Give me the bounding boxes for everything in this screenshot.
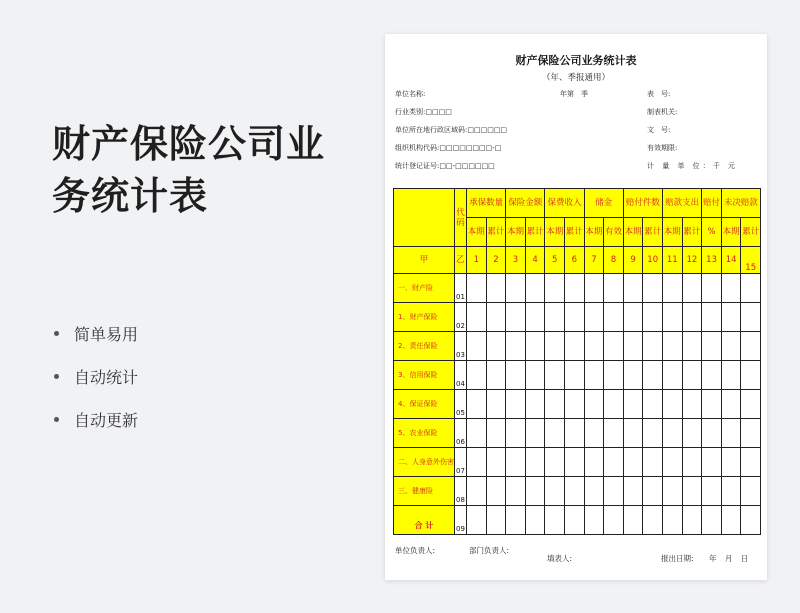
data-cell[interactable] [741, 361, 761, 390]
table-row [394, 506, 781, 535]
table-row [394, 419, 781, 448]
data-cell[interactable] [702, 419, 722, 448]
data-cell[interactable] [682, 332, 702, 361]
data-cell[interactable] [467, 274, 487, 303]
row-code: 05 [455, 390, 467, 419]
row-code: 01 [455, 274, 467, 303]
col-number: 14 [721, 247, 741, 274]
data-cell[interactable] [741, 332, 761, 361]
bullet-icon [54, 331, 59, 336]
data-cell[interactable] [545, 419, 565, 448]
data-cell[interactable] [741, 448, 761, 477]
data-cell[interactable] [721, 390, 741, 419]
data-cell[interactable] [545, 274, 565, 303]
data-cell[interactable] [506, 303, 526, 332]
data-cell[interactable] [741, 390, 761, 419]
header-group: 承保数量 [467, 189, 506, 218]
bullet-icon [54, 417, 59, 422]
data-cell[interactable] [545, 506, 565, 535]
meta-doc-no: 文 号: [647, 126, 671, 134]
meta-industry: 行业类别:□□□□ [395, 108, 452, 116]
data-cell[interactable] [721, 477, 741, 506]
data-cell[interactable] [721, 303, 741, 332]
header-group: 未决赔款 [721, 189, 760, 218]
data-cell[interactable] [702, 448, 722, 477]
data-cell[interactable] [702, 274, 722, 303]
data-cell[interactable] [623, 477, 643, 506]
data-cell[interactable] [486, 332, 506, 361]
meta-org-code: 组织机构代码:□□□□□□□□-□ [395, 144, 502, 152]
data-cell[interactable] [604, 390, 624, 419]
data-cell[interactable] [702, 361, 722, 390]
data-cell[interactable] [604, 448, 624, 477]
row-code: 07 [455, 448, 467, 477]
meta-valid: 有效期限: [647, 144, 678, 152]
data-cell[interactable] [584, 390, 604, 419]
data-cell[interactable] [623, 506, 643, 535]
sub-header: 本期 [545, 218, 565, 247]
data-cell[interactable] [623, 274, 643, 303]
meta-unit-name: 单位名称: [395, 90, 426, 98]
row-label: 3、信用保险 [394, 361, 455, 390]
header-group: 赔款支出 [663, 189, 702, 218]
sub-header: 本期 [623, 218, 643, 247]
table-row [394, 303, 781, 332]
data-cell[interactable] [721, 361, 741, 390]
data-cell[interactable] [506, 332, 526, 361]
data-cell[interactable] [486, 477, 506, 506]
data-cell[interactable] [565, 390, 585, 419]
meta-table-no: 表 号: [647, 90, 671, 98]
table-row [394, 274, 781, 303]
meta-region: 单位所在地行政区域码:□□□□□□ [395, 126, 508, 134]
doc-title: 财产保险公司业务统计表 [515, 54, 637, 67]
data-cell[interactable] [721, 448, 741, 477]
data-cell[interactable] [486, 361, 506, 390]
feature-item [54, 398, 138, 441]
data-cell[interactable] [506, 448, 526, 477]
row-code: 02 [455, 303, 467, 332]
sub-header: 本期 [506, 218, 526, 247]
data-cell[interactable] [545, 448, 565, 477]
data-cell[interactable] [604, 419, 624, 448]
data-cell[interactable] [643, 477, 663, 506]
col-number: 11 [663, 247, 683, 274]
col-number: 10 [643, 247, 663, 274]
col-number: 6 [565, 247, 585, 274]
data-cell[interactable] [663, 448, 683, 477]
data-cell[interactable] [643, 390, 663, 419]
data-cell[interactable] [623, 361, 643, 390]
sub-header: 累计 [486, 218, 506, 247]
sub-header: 累计 [682, 218, 702, 247]
footer-date-format: 年 月 日 [709, 554, 752, 563]
row-code: 09 [455, 506, 467, 535]
data-cell[interactable] [506, 419, 526, 448]
code-header: 代码 [455, 189, 467, 247]
sub-header: 本期 [467, 218, 487, 247]
data-cell[interactable] [467, 419, 487, 448]
sub-header: 累计 [565, 218, 585, 247]
table-row [394, 448, 781, 477]
data-cell[interactable] [545, 477, 565, 506]
data-cell[interactable] [682, 303, 702, 332]
data-cell[interactable] [584, 332, 604, 361]
data-cell[interactable] [663, 303, 683, 332]
feature-list [54, 312, 138, 441]
data-cell[interactable] [702, 477, 722, 506]
data-cell[interactable] [623, 390, 643, 419]
feature-item [54, 312, 138, 355]
data-cell[interactable] [584, 274, 604, 303]
data-cell[interactable] [565, 419, 585, 448]
data-cell[interactable] [565, 303, 585, 332]
data-cell[interactable] [663, 419, 683, 448]
data-cell[interactable] [604, 506, 624, 535]
row-label: 合 计 [394, 506, 455, 535]
col-number: 7 [584, 247, 604, 274]
data-cell[interactable] [486, 506, 506, 535]
data-cell[interactable] [721, 332, 741, 361]
meta-year-quarter: 年第 季 [560, 90, 588, 98]
col-number: 3 [506, 247, 526, 274]
data-cell[interactable] [525, 361, 545, 390]
footer-filler: 填表人: [547, 554, 573, 563]
row-code: 04 [455, 361, 467, 390]
data-cell[interactable] [682, 361, 702, 390]
data-cell[interactable] [506, 390, 526, 419]
col-number: 1 [467, 247, 487, 274]
header-group: 保险金额 [506, 189, 545, 218]
sub-header: % [702, 218, 722, 247]
data-cell[interactable] [525, 506, 545, 535]
data-cell[interactable] [467, 506, 487, 535]
data-cell[interactable] [721, 506, 741, 535]
data-cell[interactable] [525, 419, 545, 448]
document-preview [385, 34, 767, 580]
data-cell[interactable] [486, 303, 506, 332]
data-cell[interactable] [663, 390, 683, 419]
data-cell[interactable] [525, 390, 545, 419]
data-cell[interactable] [663, 274, 683, 303]
data-cell[interactable] [721, 419, 741, 448]
data-cell[interactable] [604, 274, 624, 303]
sub-header: 累计 [643, 218, 663, 247]
sub-header: 有效 [604, 218, 624, 247]
row-label: 一、财产险 [394, 274, 455, 303]
promo-title: 财产保险公司业务统计表 [52, 122, 326, 218]
header-group: 保费收入 [545, 189, 584, 218]
col-number: 9 [623, 247, 643, 274]
data-cell[interactable] [506, 274, 526, 303]
data-cell[interactable] [584, 361, 604, 390]
meta-stat-reg: 统计登记证号:□□-□□□□□□ [395, 162, 495, 170]
data-cell[interactable] [545, 390, 565, 419]
data-cell[interactable] [565, 506, 585, 535]
data-cell[interactable] [604, 477, 624, 506]
data-cell[interactable] [663, 506, 683, 535]
data-cell[interactable] [643, 274, 663, 303]
col-number: 4 [525, 247, 545, 274]
data-cell[interactable] [682, 274, 702, 303]
row-label: 三、健康险 [394, 477, 455, 506]
data-cell[interactable] [604, 361, 624, 390]
footer-report-date: 报出日期: [661, 554, 694, 563]
sub-header: 本期 [584, 218, 604, 247]
data-cell[interactable] [584, 477, 604, 506]
row-code: 03 [455, 332, 467, 361]
data-cell[interactable] [682, 477, 702, 506]
col-number: 2 [486, 247, 506, 274]
sub-header: 累计 [525, 218, 545, 247]
data-cell[interactable] [486, 274, 506, 303]
sub-header: 本期 [663, 218, 683, 247]
data-cell[interactable] [702, 332, 722, 361]
data-cell[interactable] [467, 361, 487, 390]
yi-cell: 乙 [455, 247, 467, 274]
data-cell[interactable] [467, 332, 487, 361]
data-cell[interactable] [584, 419, 604, 448]
data-cell[interactable] [486, 448, 506, 477]
data-cell[interactable] [467, 390, 487, 419]
feature-label: 自动更新 [74, 411, 139, 430]
meta-issuer: 制表机关: [647, 108, 678, 116]
data-cell[interactable] [565, 361, 585, 390]
sub-header: 本期 [721, 218, 741, 247]
data-cell[interactable] [604, 332, 624, 361]
data-cell[interactable] [486, 419, 506, 448]
data-cell[interactable] [663, 477, 683, 506]
data-cell[interactable] [702, 303, 722, 332]
data-cell[interactable] [663, 361, 683, 390]
data-cell[interactable] [623, 332, 643, 361]
corner-cell [394, 189, 455, 247]
col-number: 12 [682, 247, 702, 274]
data-cell[interactable] [604, 303, 624, 332]
stats-table [393, 188, 781, 535]
data-cell[interactable] [643, 506, 663, 535]
data-cell[interactable] [565, 274, 585, 303]
data-cell[interactable] [643, 303, 663, 332]
meta-unit-measure: 计 量 单 位：千 元 [647, 162, 738, 170]
data-cell[interactable] [643, 332, 663, 361]
feature-label: 自动统计 [74, 368, 139, 387]
data-cell[interactable] [682, 390, 702, 419]
col-number: 15 [741, 247, 761, 274]
jia-cell: 甲 [394, 247, 455, 274]
data-cell[interactable] [525, 332, 545, 361]
data-cell[interactable] [643, 448, 663, 477]
data-cell[interactable] [545, 361, 565, 390]
data-cell[interactable] [467, 303, 487, 332]
data-cell[interactable] [545, 332, 565, 361]
feature-item [54, 355, 138, 398]
data-cell[interactable] [506, 477, 526, 506]
data-cell[interactable] [565, 477, 585, 506]
footer-dept-head: 部门负责人: [469, 546, 510, 555]
col-number: 5 [545, 247, 565, 274]
row-label: 2、责任保险 [394, 332, 455, 361]
row-label: 5、农业保险 [394, 419, 455, 448]
col-number: 8 [604, 247, 624, 274]
data-cell[interactable] [467, 477, 487, 506]
table-row [394, 361, 781, 390]
data-cell[interactable] [525, 274, 545, 303]
bullet-icon [54, 374, 59, 379]
doc-subtitle: （年、季报通用） [541, 73, 610, 83]
data-cell[interactable] [623, 448, 643, 477]
row-label: 4、保证保险 [394, 390, 455, 419]
data-cell[interactable] [741, 303, 761, 332]
data-cell[interactable] [623, 303, 643, 332]
footer-unit-head: 单位负责人: [395, 546, 436, 555]
row-code: 06 [455, 419, 467, 448]
data-cell[interactable] [467, 448, 487, 477]
table-row [394, 477, 781, 506]
table-row [394, 390, 781, 419]
data-cell[interactable] [682, 419, 702, 448]
data-cell[interactable] [741, 477, 761, 506]
data-cell[interactable] [525, 477, 545, 506]
data-cell[interactable] [525, 448, 545, 477]
header-group: 赔付 [702, 189, 722, 218]
row-label: 1、财产保险 [394, 303, 455, 332]
data-cell[interactable] [741, 419, 761, 448]
data-cell[interactable] [525, 303, 545, 332]
col-number: 13 [702, 247, 722, 274]
data-cell[interactable] [584, 303, 604, 332]
data-cell[interactable] [486, 390, 506, 419]
data-cell[interactable] [565, 448, 585, 477]
sub-header: 累计 [741, 218, 761, 247]
data-cell[interactable] [663, 332, 683, 361]
data-cell[interactable] [506, 506, 526, 535]
data-cell[interactable] [702, 390, 722, 419]
data-cell[interactable] [643, 361, 663, 390]
data-cell[interactable] [682, 506, 702, 535]
header-group: 赔付件数 [623, 189, 662, 218]
data-cell[interactable] [682, 448, 702, 477]
feature-label: 简单易用 [74, 325, 139, 344]
data-cell[interactable] [741, 274, 761, 303]
data-cell[interactable] [584, 448, 604, 477]
data-cell[interactable] [702, 506, 722, 535]
table-row [394, 332, 781, 361]
data-cell[interactable] [545, 303, 565, 332]
data-cell[interactable] [506, 361, 526, 390]
data-cell[interactable] [623, 419, 643, 448]
header-group: 储金 [584, 189, 623, 218]
data-cell[interactable] [584, 506, 604, 535]
data-cell[interactable] [721, 274, 741, 303]
row-label: 二、人身意外伤害 [394, 448, 455, 477]
data-cell[interactable] [565, 332, 585, 361]
data-cell[interactable] [741, 506, 761, 535]
data-cell[interactable] [643, 419, 663, 448]
row-code: 08 [455, 477, 467, 506]
